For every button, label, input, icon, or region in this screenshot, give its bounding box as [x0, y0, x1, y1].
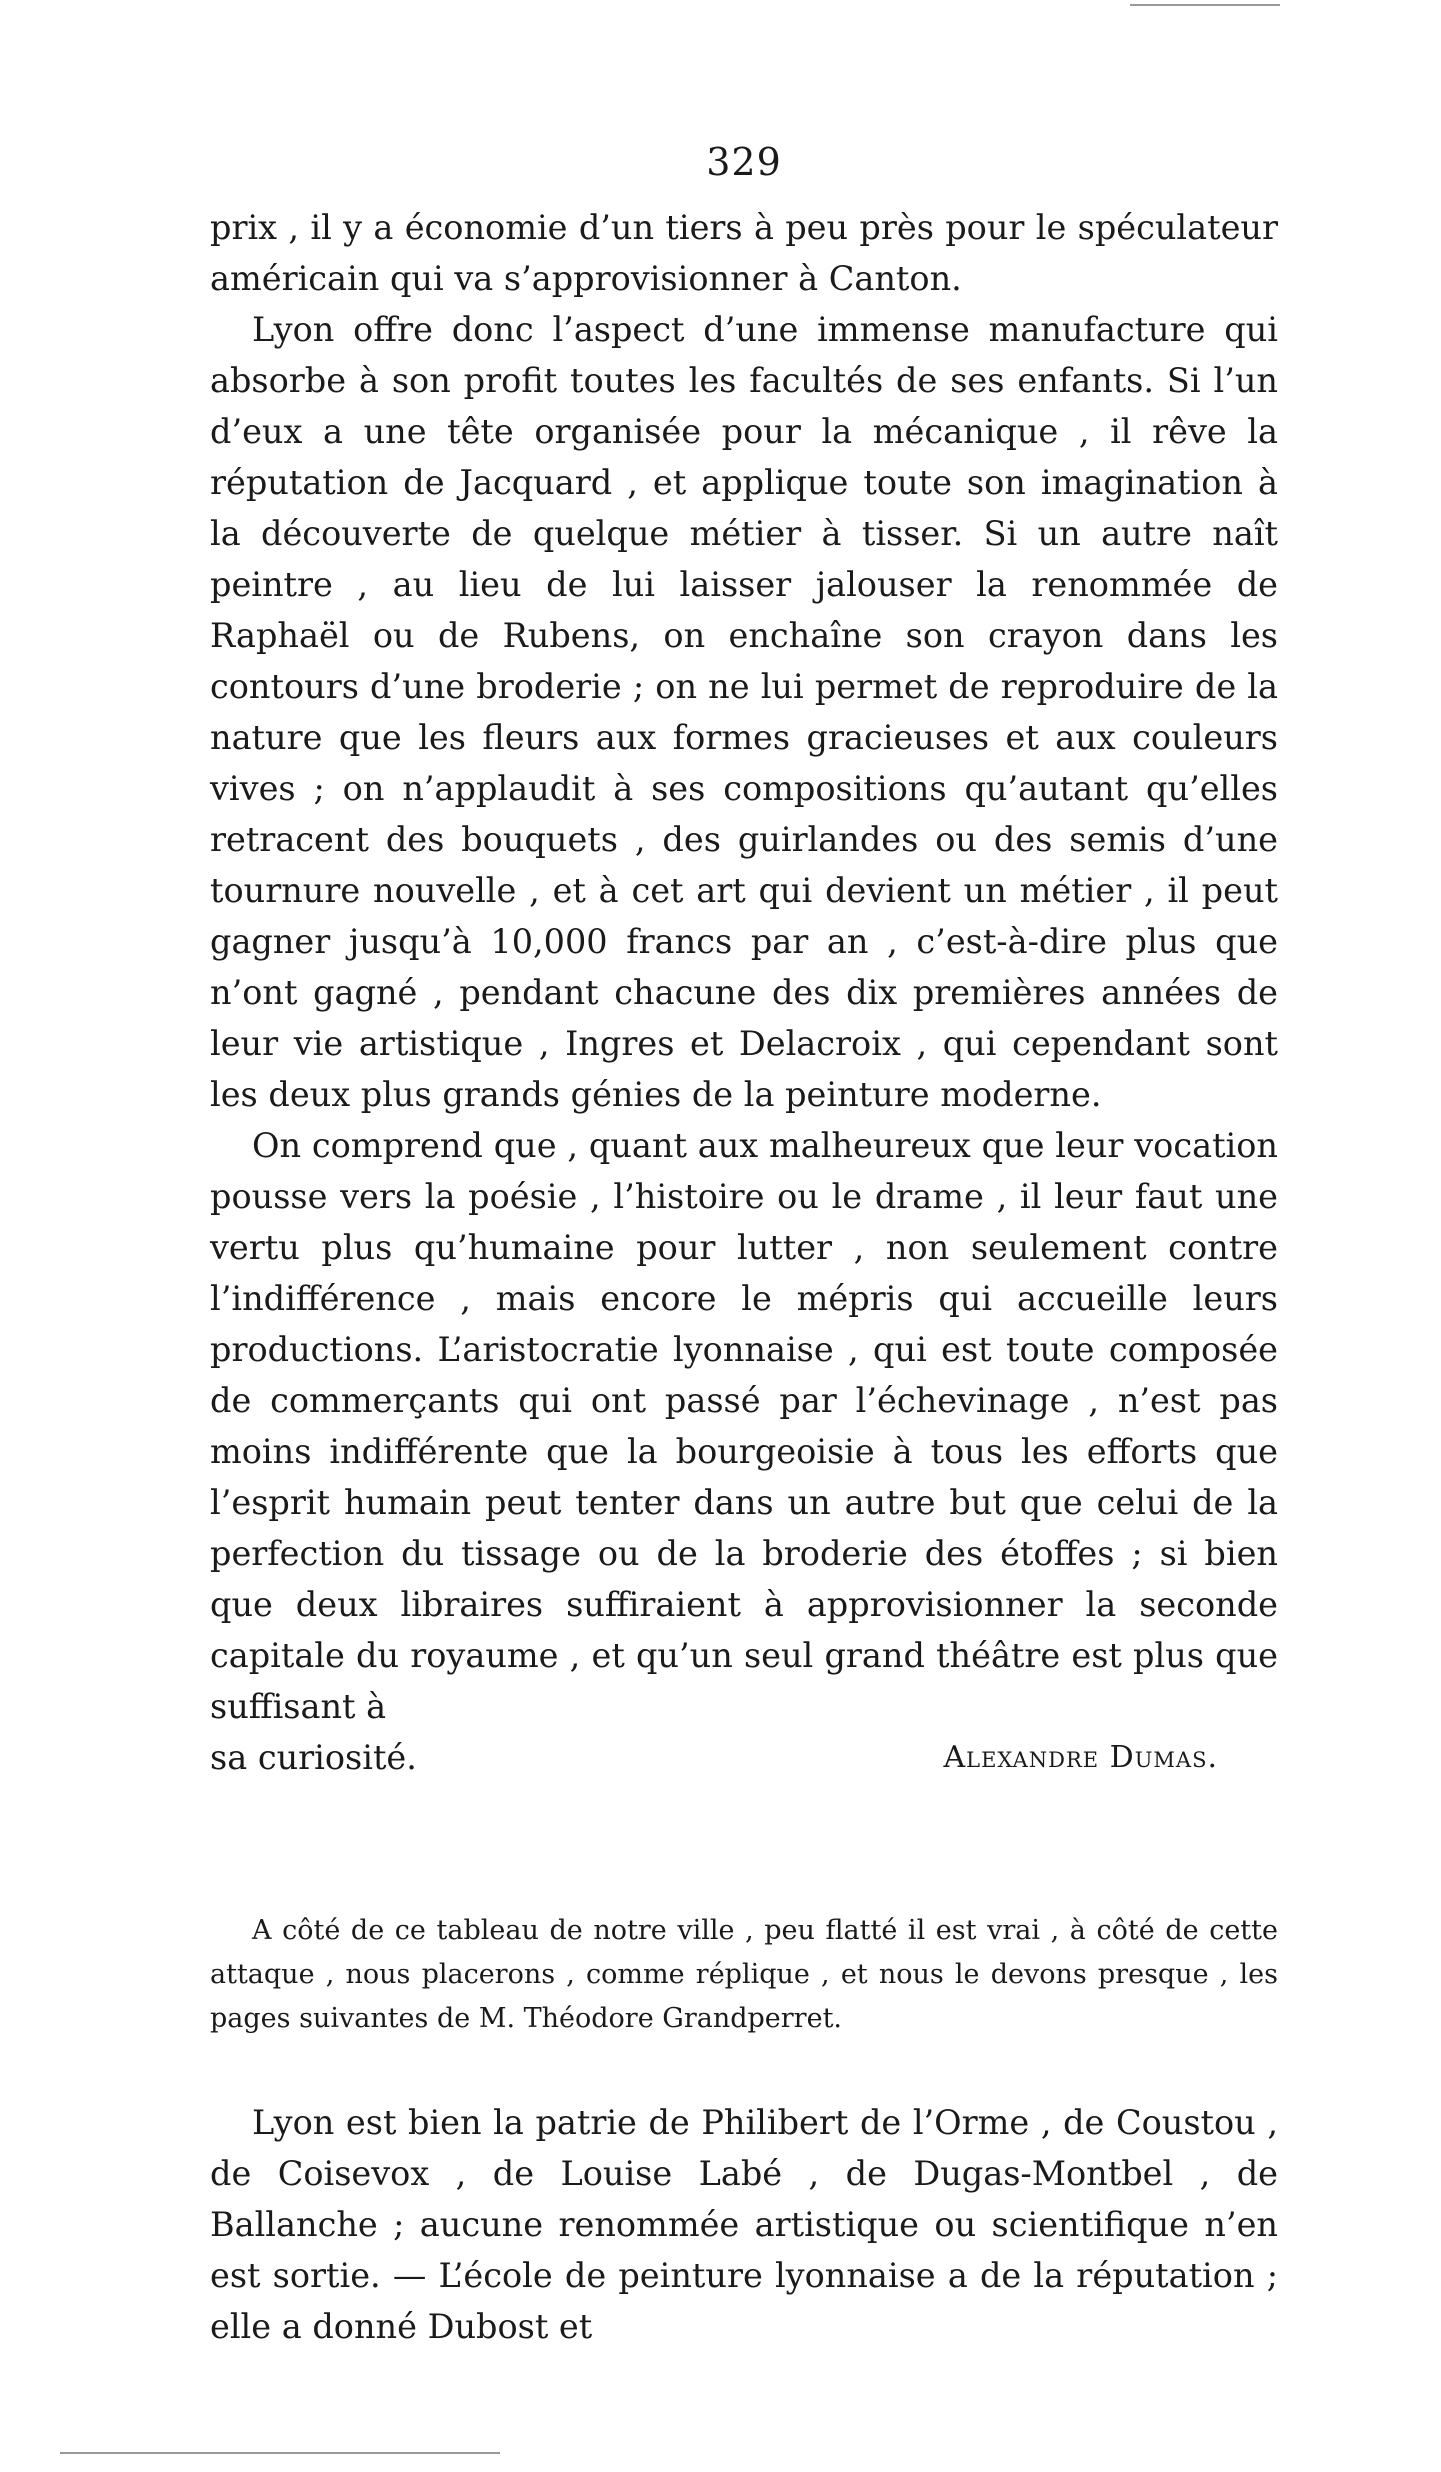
signature-line	[210, 1732, 1278, 1783]
bottom-edge-mark	[60, 2452, 500, 2454]
paragraph-2: Lyon offre donc l’aspect d’une immense manufacture qui absorbe à son profit toutes les facultés de ses enfants. Si l’un d’eux a une tête organisée pour la mécanique , il rêve la réputation de Jacquard , et applique toute son imagination à la découverte de quelque métier à tisser. Si un autre naît peintre , au lieu de lui laisser jalouser la renommée de Raphaël ou de Rubens, on enchaîne son crayon dans les contours d’une broderie ; on ne lui permet de reproduire de la nature que les fleurs aux formes gracieuses et aux couleurs vives ; on n’applaudit à ses compositions qu’autant qu’elles retracent des bouquets , des guirlandes ou des semis d’une tournure nouvelle , et à cet art qui devient un métier , il peut gagner jusqu’à 10,000 francs par an , c’est-à-dire plus que n’ont gagné , pendant chacune des dix premières années de leur vie artistique , Ingres et Delacroix , qui cependant sont les deux plus grands génies de la peinture moderne.	[210, 310, 1278, 1114]
editor-note: A côté de ce tableau de notre ville , peu flatté il est vrai , à côté de cette attaque , nous placerons , comme réplique , et nous le devons presque , les pages suivantes de M. Théodore Grandperret.	[210, 1915, 1278, 2034]
closing-text: sa curiosité.	[210, 1738, 417, 1777]
paragraph-3: On comprend que , quant aux malheureux que leur vocation pousse vers la poésie , l’histoire ou le drame , il leur faut une vertu plus qu’humaine pour lutter , non seulement contre l’indifférence , mais encore le mépris qui accueille leurs productions. L’aristocratie lyonnaise , qui est toute composée de commerçants qui ont passé par l’échevinage , n’est pas moins indifférente que la bourgeoisie à tous les efforts que l’esprit humain peut tenter dans un autre but que celui de la perfection du tissage ou de la broderie des étoffes ; si bien que deux libraires suffiraient à approvisionner la seconde capitale du royaume , et qu’un seul grand théâtre est plus que suffisant à	[210, 1126, 1278, 1726]
book-page	[210, 140, 1278, 2352]
final-paragraph: Lyon est bien la patrie de Philibert de l’Orme , de Coustou , de Coisevox , de Louise Labé , de Dugas-Montbel , de Ballanche ; aucune renommée artistique ou scientifique n’en est sortie. — L’école de peinture lyonnaise a de la réputation ; elle a donné Dubost et	[210, 2103, 1278, 2346]
author-signature: Alexandre Dumas.	[943, 1740, 1218, 1775]
paragraph-1: prix , il y a économie d’un tiers à peu près pour le spéculateur américain qui va s’approvisionner à Canton.	[210, 208, 1278, 298]
top-edge-mark	[1130, 4, 1280, 6]
page-number: 329	[706, 140, 782, 184]
